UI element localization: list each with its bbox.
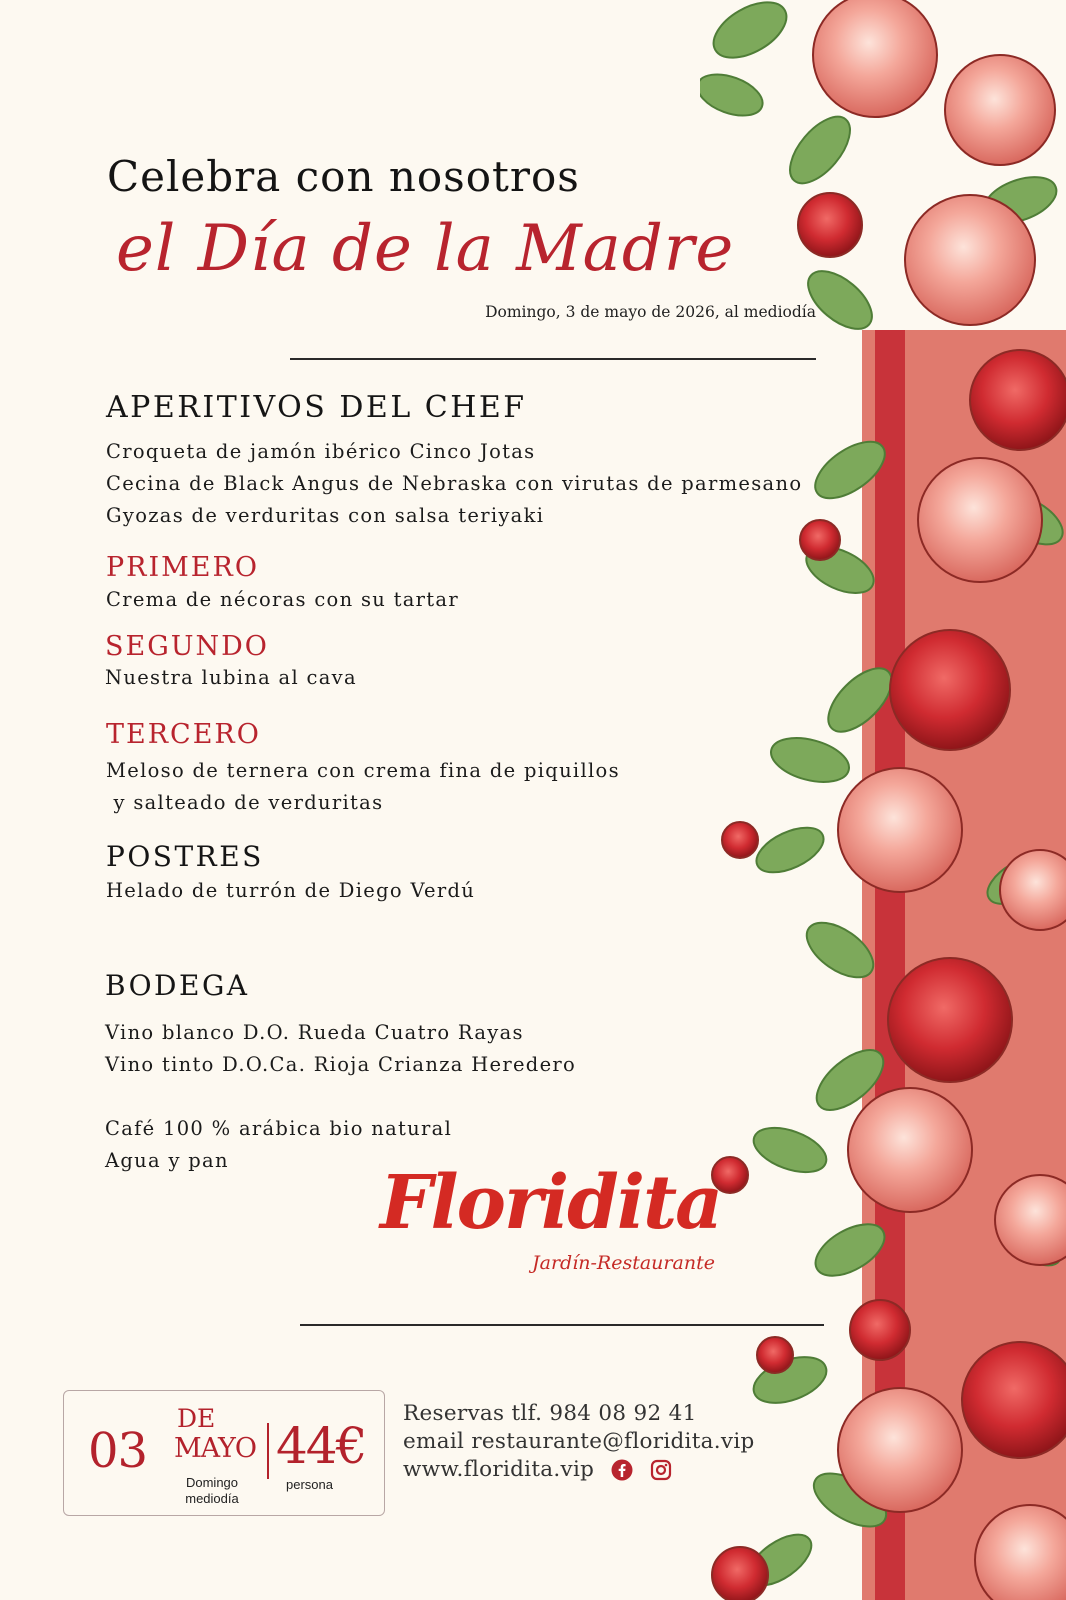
logo-name: Floridita — [380, 1160, 722, 1246]
instagram-icon[interactable] — [650, 1459, 672, 1481]
header-subtitle: el Día de la Madre — [116, 212, 735, 286]
extra-item: Café 100 % arábica bio natural — [105, 1117, 453, 1140]
section-title-primero: PRIMERO — [106, 552, 259, 583]
section-title-tercero: TERCERO — [106, 719, 261, 750]
wine-item: Vino tinto D.O.Ca. Rioja Crianza Heredero — [105, 1053, 577, 1076]
menu-item: Helado de turrón de Diego Verdú — [106, 879, 476, 902]
section-title-aperitivos: APERITIVOS DEL CHEF — [106, 390, 527, 425]
badge-separator — [267, 1423, 269, 1479]
badge-day: 03 — [88, 1423, 148, 1479]
divider — [290, 358, 816, 360]
menu-item: y salteado de verduritas — [106, 791, 384, 814]
event-date: Domingo, 3 de mayo de 2026, al mediodía — [485, 303, 816, 321]
contact-web[interactable]: www.floridita.vip — [403, 1457, 595, 1482]
section-title-bodega: BODEGA — [105, 969, 250, 1002]
contact-email[interactable]: email restaurante@floridita.vip — [403, 1429, 755, 1454]
header-title: Celebra con nosotros — [107, 152, 580, 201]
contact-phone[interactable]: Reservas tlf. 984 08 92 41 — [403, 1401, 697, 1426]
extra-item: Agua y pan — [105, 1149, 229, 1172]
section-title-segundo: SEGUNDO — [105, 631, 269, 662]
facebook-icon[interactable] — [611, 1459, 633, 1481]
badge-month: MAYO — [174, 1433, 257, 1464]
menu-item: Meloso de ternera con crema fina de piquillos — [106, 759, 620, 782]
menu-item: Cecina de Black Angus de Nebraska con virutas de parmesano — [106, 472, 803, 495]
restaurant-logo — [380, 1160, 720, 1290]
menu-item: Gyozas de verduritas con salsa teriyaki — [106, 504, 545, 527]
badge-de: DE — [177, 1404, 216, 1433]
menu-item: Crema de nécoras con su tartar — [106, 588, 459, 611]
wine-item: Vino blanco D.O. Rueda Cuatro Rayas — [105, 1021, 524, 1044]
menu-item: Croqueta de jamón ibérico Cinco Jotas — [106, 440, 536, 463]
badge-when: Domingo mediodía — [185, 1475, 239, 1506]
section-title-postres: POSTRES — [106, 840, 264, 873]
badge-price: 44€ — [276, 1417, 366, 1475]
roses-illustration — [700, 0, 1066, 1600]
menu-item: Nuestra lubina al cava — [105, 666, 357, 689]
divider — [300, 1324, 824, 1326]
logo-subtitle: Jardín-Restaurante — [532, 1252, 715, 1274]
badge-per-person: persona — [286, 1477, 333, 1492]
date-price-badge — [63, 1390, 385, 1516]
